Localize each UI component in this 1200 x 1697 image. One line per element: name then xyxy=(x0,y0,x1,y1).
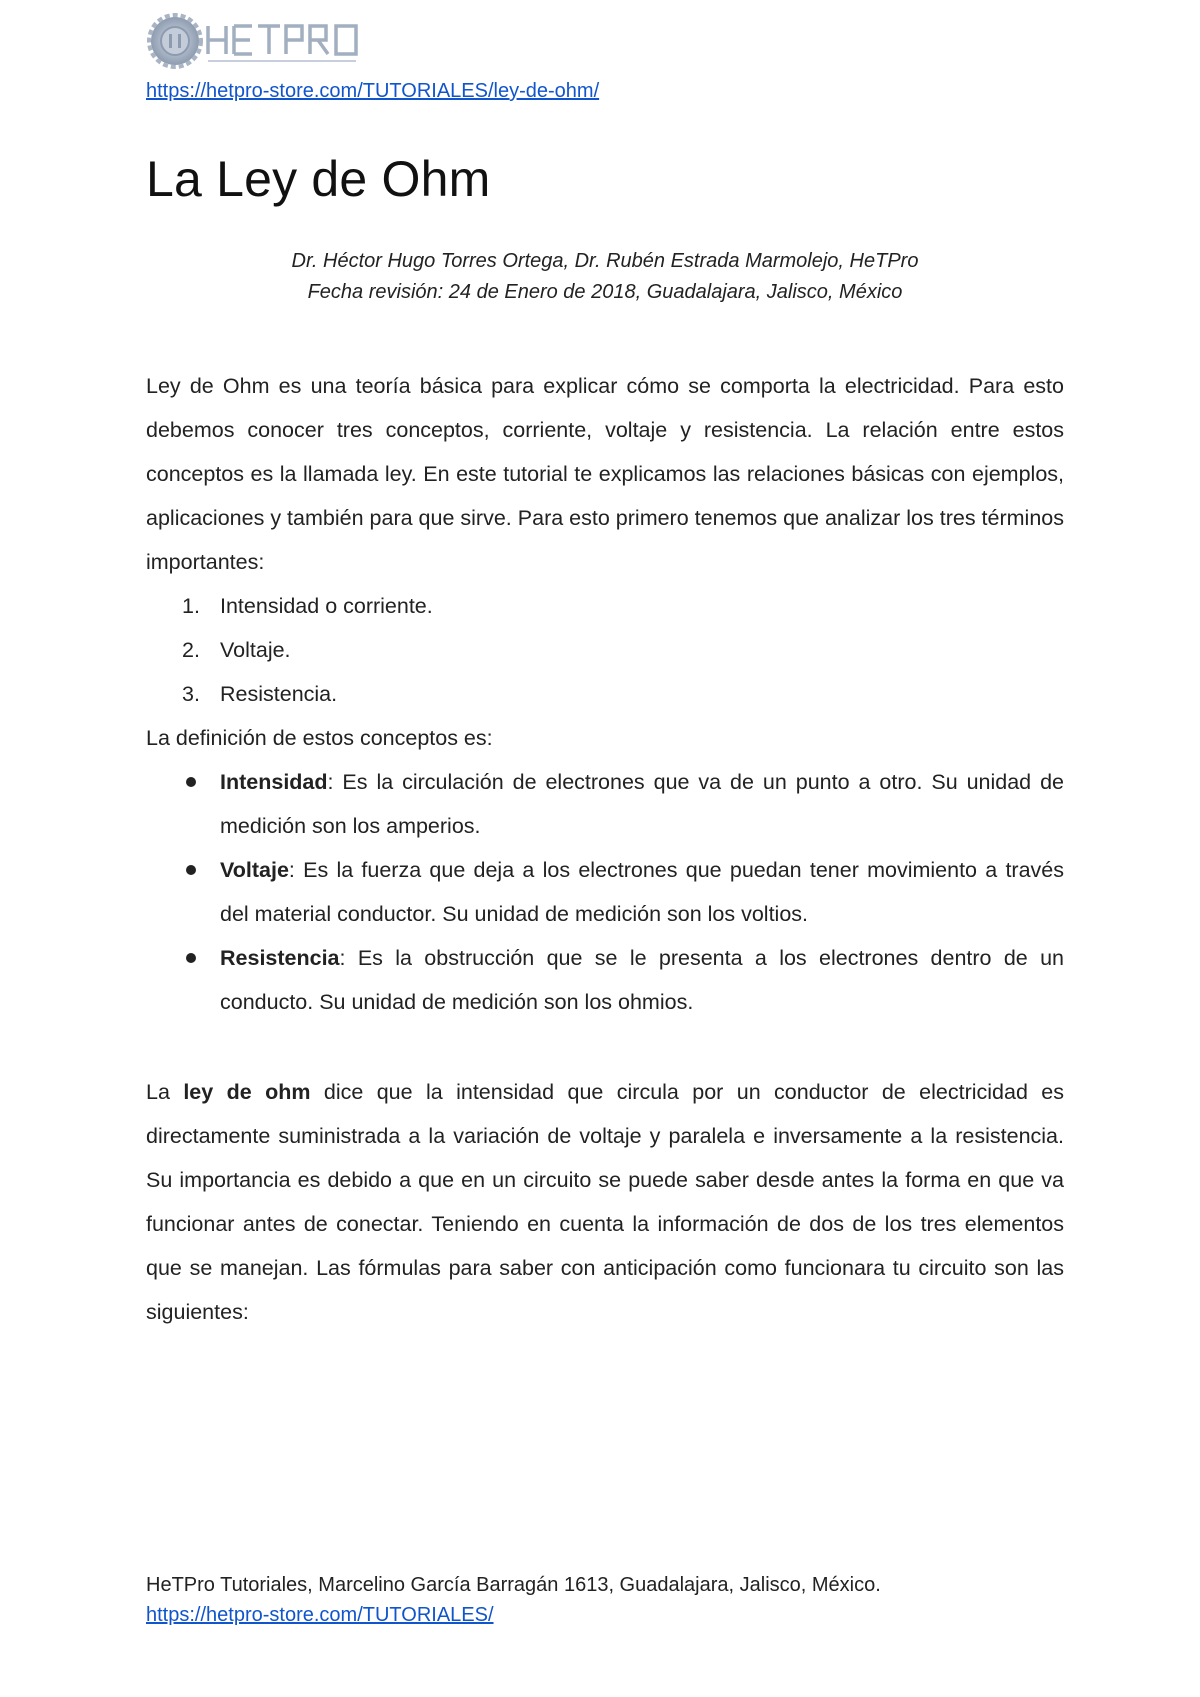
page-title: La Ley de Ohm xyxy=(146,151,491,207)
intro-paragraph: Ley de Ohm es una teoría básica para explicar cómo se comporta la electricidad. Para esto debemos conocer tres conceptos, corriente, voltaje y resistencia. La relación entre estos conceptos es la llamada ley. En este tutorial te explicamos las relaciones básicas con ejemplos, aplicaciones y también para que sirve. Para esto primero tenemos que analizar los tres términos importantes: xyxy=(146,374,1064,574)
list-item xyxy=(146,584,1064,628)
list-number: 1. xyxy=(182,594,200,618)
list-item xyxy=(146,760,1064,848)
hetpro-logo xyxy=(146,12,386,70)
byline-date: Fecha revisión: 24 de Enero de 2018, Guadalajara, Jalisco, México xyxy=(307,281,903,303)
law-text: dice que la intensidad que circula por un conductor de electricidad es directamente suministrada a la variación de voltaje y paralela e inversamente a la resistencia. Su importancia es debido a que en un circuito se puede saber desde antes la forma en que va funcionar antes de conectar. Teniendo en cuenta la información de dos de los tres elementos que se manejan. Las fórmulas para saber con anticipación como funcionara tu circuito son las siguientes: xyxy=(146,1080,1065,1324)
definition-text: : Es la fuerza que deja a los electrones que puedan tener movimiento a través del material conductor. Su unidad de medición son los voltios. xyxy=(220,858,1064,926)
definition-text: : Es la obstrucción que se le presenta a los electrones dentro de un conducto. Su unidad de medición son los ohmios. xyxy=(220,946,1064,1014)
header-url-link[interactable]: https://hetpro-store.com/TUTORIALES/ley-de-ohm/ xyxy=(146,80,600,102)
bullet-icon xyxy=(186,953,196,963)
list-number: 3. xyxy=(182,682,200,706)
footer-address: HeTPro Tutoriales, Marcelino García Barragán 1613, Guadalajara, Jalisco, México. xyxy=(146,1574,881,1596)
list-item xyxy=(146,628,1064,672)
gear-icon xyxy=(149,15,201,67)
terms-list xyxy=(146,584,1064,716)
definition-term: Resistencia xyxy=(220,946,340,970)
list-item-text: Intensidad o corriente. xyxy=(220,594,433,618)
law-term: ley de ohm xyxy=(183,1080,311,1104)
bullet-icon xyxy=(186,777,196,787)
definition-text: : Es la circulación de electrones que va de un punto a otro. Su unidad de medición son los amperios. xyxy=(220,770,1064,838)
list-item-text: Resistencia. xyxy=(220,682,338,706)
byline-authors: Dr. Héctor Hugo Torres Ortega, Dr. Rubén Estrada Marmolejo, HeTPro xyxy=(291,250,919,272)
list-number: 2. xyxy=(182,638,200,662)
bullet-icon xyxy=(186,865,196,875)
definition-term: Intensidad xyxy=(220,770,328,794)
law-paragraph xyxy=(146,1070,1064,1334)
list-item xyxy=(146,848,1064,936)
law-prefix: La xyxy=(146,1080,184,1104)
definitions-intro: La definición de estos conceptos es: xyxy=(146,726,493,750)
list-item-text: Voltaje. xyxy=(220,638,291,662)
list-item xyxy=(146,672,1064,716)
footer-url-link[interactable]: https://hetpro-store.com/TUTORIALES/ xyxy=(146,1604,494,1626)
definitions-list xyxy=(146,760,1064,1024)
definition-term: Voltaje xyxy=(220,858,289,882)
list-item xyxy=(146,936,1064,1024)
